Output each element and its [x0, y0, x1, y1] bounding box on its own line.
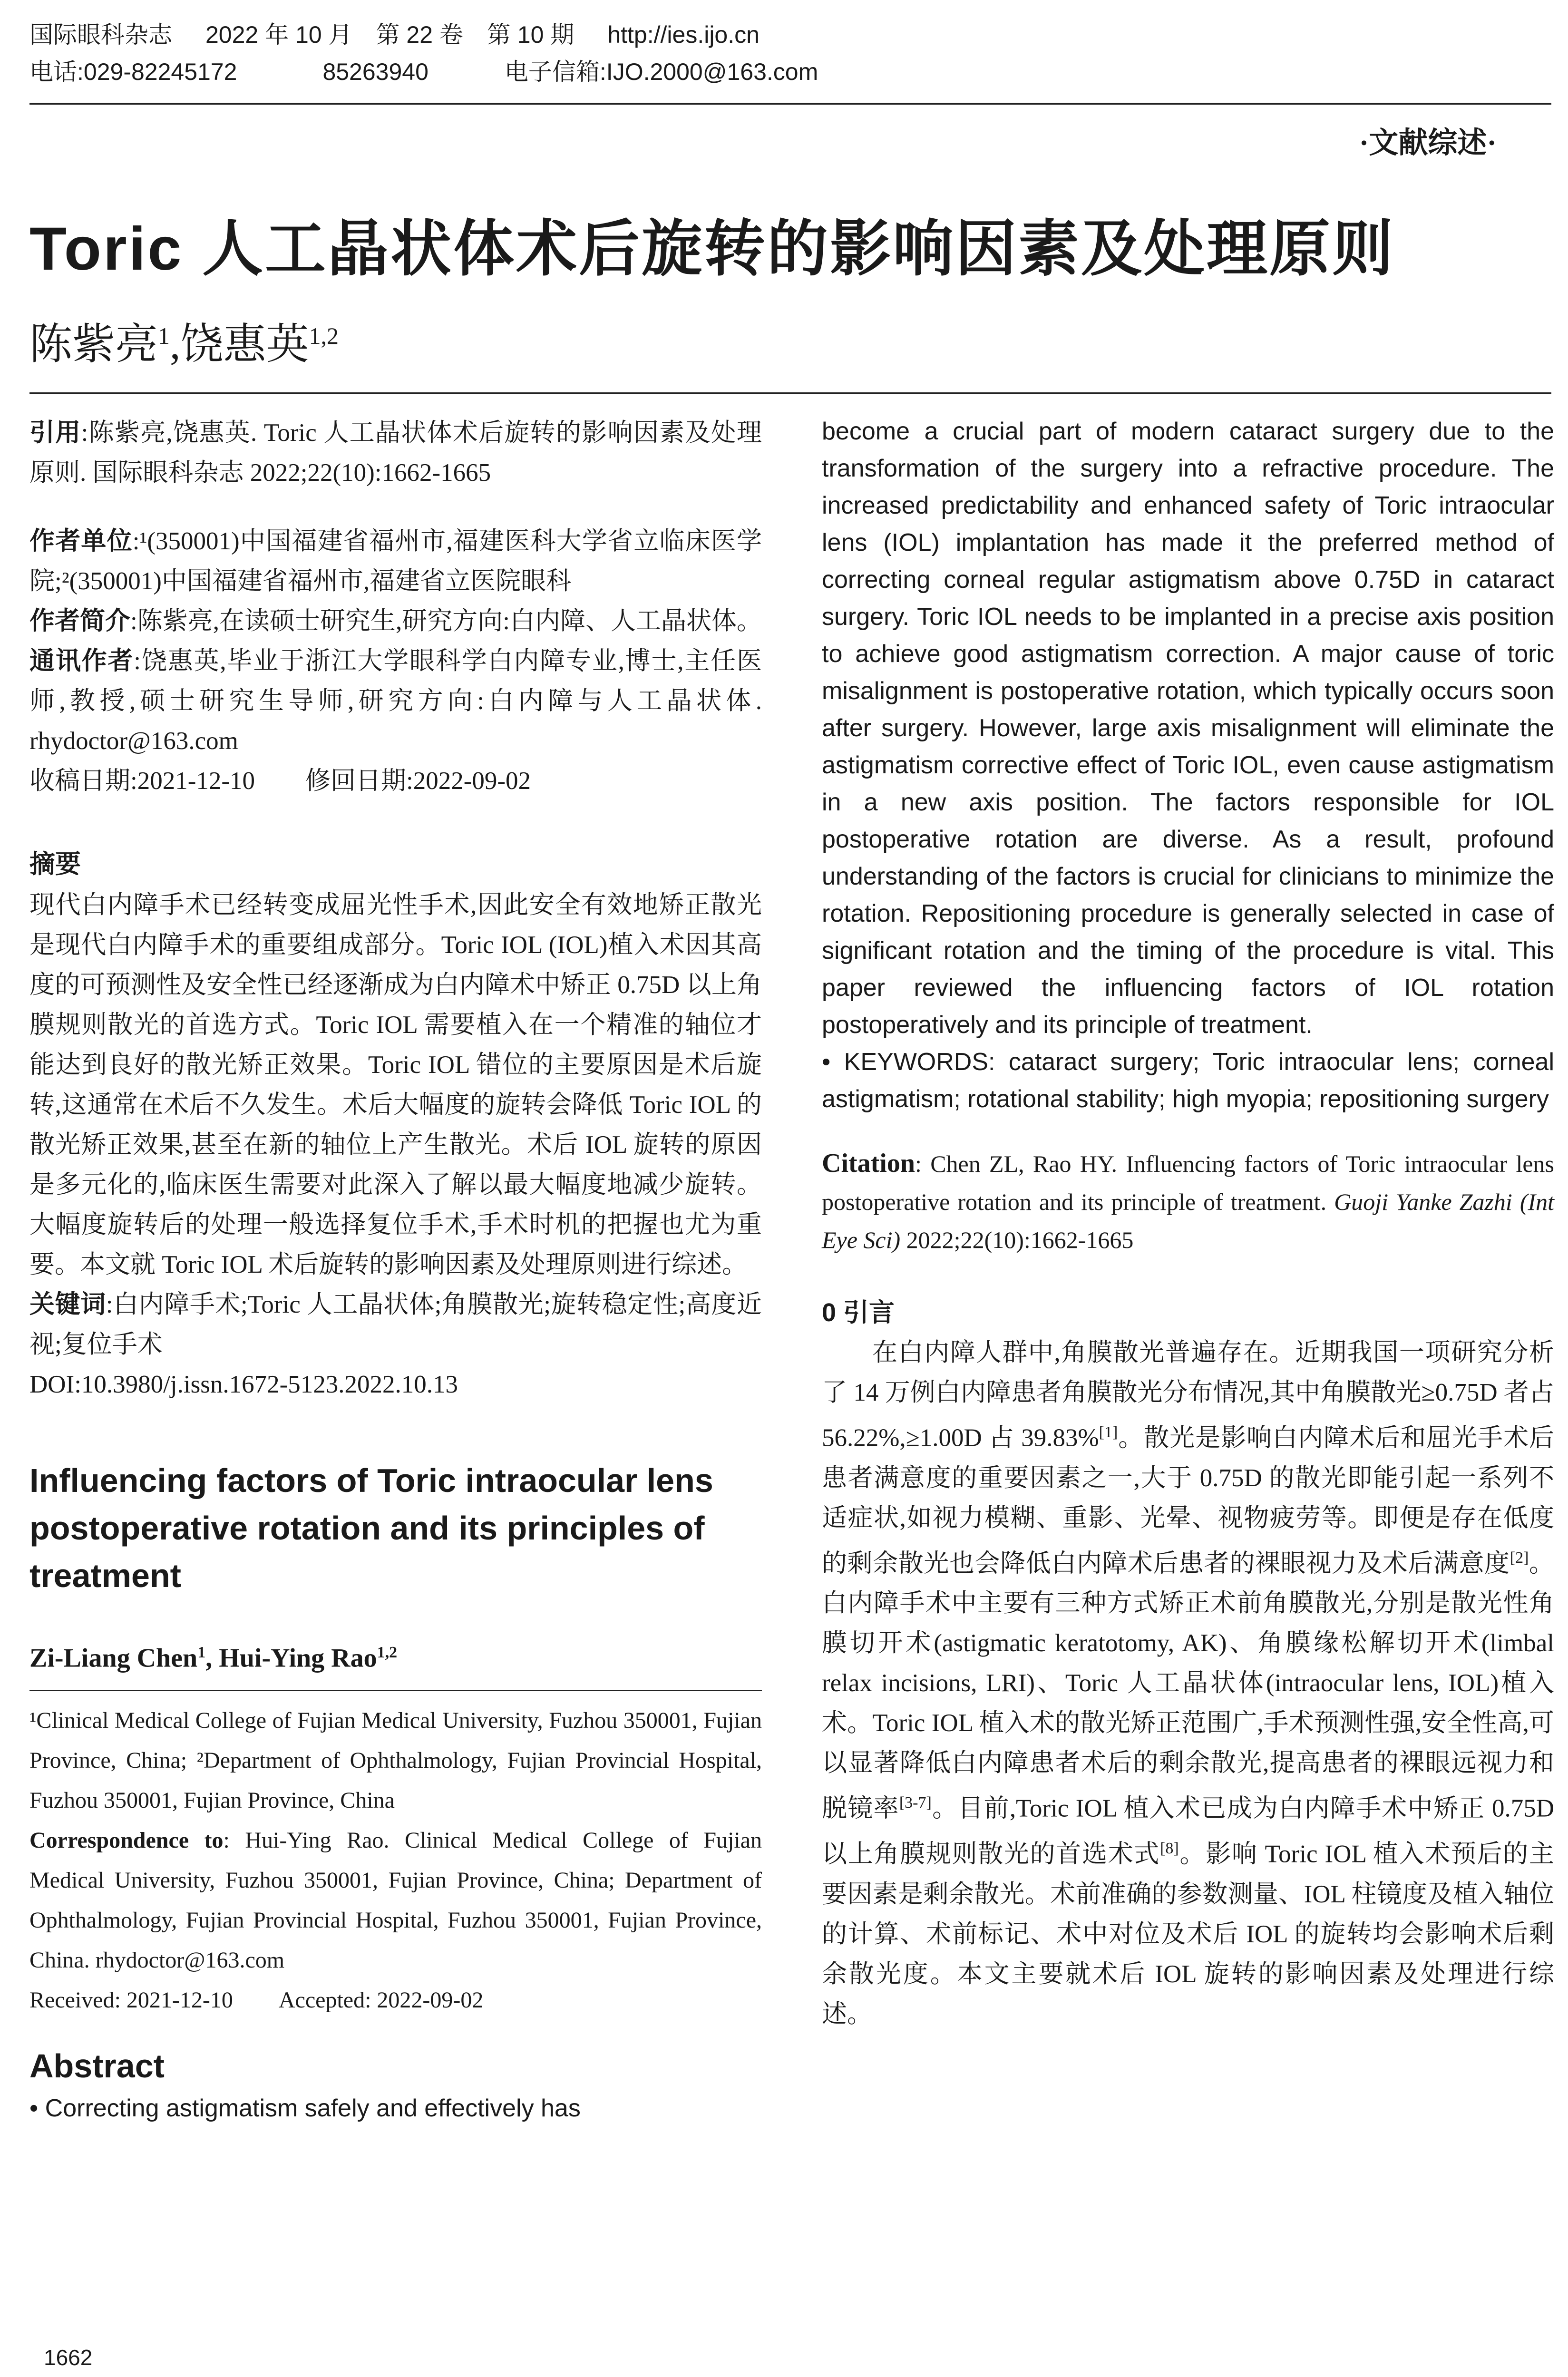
- corr-text: :饶惠英,毕业于浙江大学眼科学白内障专业,博士,主任医师,教授,硕士研究生导师,研究方向:白内障与人工晶状体. rhydoctor@163.com: [29, 647, 762, 755]
- corresponding-author: [29, 641, 762, 761]
- en-author-sep: ,: [205, 1643, 219, 1673]
- english-affiliations: ¹Clinical Medical College of Fujian Medical University, Fuzhou 350001, Fujian Province, China; ²Department of Ophthalmology, Fujian Provincial Hospital, Fuzhou 350001, Fujian Province, China: [29, 1707, 762, 1813]
- english-received: Received: 2021-12-10 Accepted: 2022-09-02: [29, 1987, 484, 2013]
- citation-text: :陈紫亮,饶惠英. Toric 人工晶状体术后旋转的影响因素及处理原则. 国际眼科杂志 2022;22(10):1662-1665: [29, 419, 762, 487]
- citation-label: 引用: [29, 419, 81, 447]
- intro-text-5: 。影响 Toric IOL 植入术预后的主要因素是剩余散光。术前准确的参数测量、IOL 柱镜度及植入轴位的计算、术前标记、术中对位及术后 IOL 的旋转均会影响术后剩余散光度。本文主要就术后 IOL 旋转的影响因素及处理进行综述。: [822, 1840, 1554, 2028]
- english-title: Influencing factors of Toric intraocular lens postoperative rotation and its principles of treatment: [29, 1462, 713, 1594]
- unit-text: :¹(350001)中国福建省福州市,福建医科大学省立临床医学院;²(350001)中国福建省福州市,福建省立医院眼科: [29, 527, 762, 595]
- right-column: [822, 413, 1554, 2034]
- abstract-en-continued: become a crucial part of modern cataract surgery due to the transformation of the surgery into a refractive procedure. The increased predictability and enhanced safety of Toric intraocular lens (IOL) implantation has made it the preferred method of correcting corneal regular astigmatism above 0.75D in cataract surgery. Toric IOL needs to be implanted in a precise axis position to achieve good astigmatism correction. A major cause of toric misalignment is postoperative rotation, which typically occurs soon after surgery. However, large axis misalignment will eliminate the astigmatism corrective effect of Toric IOL, even cause astigmatism in a new axis position. The factors responsible for IOL postoperative rotation are diverse. As a result, profound understanding of the factors is crucial for clinicians to minimize the rotation. Repositioning procedure is generally selected in case of significant rotation and the timing of the procedure is vital. This paper reviewed the influencing factors of IOL rotation postoperatively and its principle of treatment.: [822, 418, 1554, 1039]
- en-author-2-affil: 1,2: [377, 1644, 398, 1661]
- english-correspondence: [29, 1821, 762, 1980]
- en-citation-end: 2022;22(10):1662-1665: [900, 1227, 1134, 1253]
- author-2: ,饶惠英: [170, 321, 309, 368]
- section-tag: ·文献综述·: [1359, 127, 1497, 159]
- en-citation-journal: Guoji Yanke Zazhi (Int Eye Sci): [822, 1188, 1555, 1253]
- journal-issue: 2022 年 10 月 第 22 卷 第 10 期: [205, 21, 575, 48]
- keywords-text: :白内障手术;Toric 人工晶状体;角膜散光;旋转稳定性;高度近视;复位手术: [29, 1291, 762, 1358]
- en-corr-label: Correspondence to: [29, 1827, 224, 1853]
- intro-text-4: 。目前,Toric IOL 植入术已成为白内障手术中矫正 0.75D 以上角膜规则散光的首选术式: [822, 1794, 1554, 1868]
- author-1-affil: 1: [158, 322, 170, 349]
- abstract-cn: 现代白内障手术已经转变成屈光性手术,因此安全有效地矫正散光是现代白内障手术的重要组成部分。Toric IOL (IOL)植入术因其高度的可预测性及安全性已经逐渐成为白内障术中矫正 0.75D 以上角膜规则散光的首选方式。Toric IOL 需要植入在一个精准的轴位才能达到良好的散光矫正效果。Toric IOL 错位的主要原因是术后旋转,这通常在术后不久发生。术后大幅度的旋转会降低 Toric IOL 的散光矫正效果,甚至在新的轴位上产生散光。术后 IOL 旋转的原因是多元化的,临床医生需要对此深入了解以最大幅度地减少旋转。大幅度旋转后的处理一般选择复位手术,手术时机的把握也尤为重要。本文就 Toric IOL 术后旋转的影响因素及处理原则进行综述。: [29, 891, 762, 1278]
- author-1: 陈紫亮: [29, 321, 158, 368]
- author-bio: [29, 601, 762, 641]
- en-citation-text: : Chen ZL, Rao HY. Influencing factors of Toric intraocular lens postoperative rotation and its principle of treatment.: [822, 1150, 1554, 1215]
- ref-3[interactable]: [3-7]: [899, 1794, 932, 1812]
- ref-4[interactable]: [8]: [1160, 1839, 1179, 1857]
- keywords-label: 关键词: [29, 1290, 106, 1318]
- journal-name: 国际眼科杂志: [29, 21, 172, 48]
- keywords-cn: [29, 1285, 762, 1364]
- bio-text: :陈紫亮,在读硕士研究生,研究方向:白内障、人工晶状体。: [130, 607, 762, 635]
- intro-paragraph: [822, 1333, 1554, 2034]
- journal-header-line1: [29, 19, 793, 50]
- en-author-2: Hui-Ying Rao: [219, 1643, 377, 1673]
- author-unit: [29, 521, 762, 601]
- intro-text-1: 在白内障人群中,角膜散光普遍存在。近期我国一项研究分析了 14 万例白内障患者角膜散光分布情况,其中角膜散光≥0.75D 者占 56.22%,≥1.00D 占 39.83%: [822, 1339, 1554, 1452]
- journal-header-line2: [29, 56, 851, 88]
- abstract-heading-cn: 摘要: [29, 850, 81, 878]
- keywords-en: • KEYWORDS: cataract surgery; Toric intraocular lens; corneal astigmatism; rotational stability; high myopia; repositioning surgery: [822, 1048, 1554, 1113]
- citation-cn: [29, 413, 762, 493]
- intro-heading: 0 引言: [822, 1298, 895, 1327]
- en-author-1-affil: 1: [197, 1644, 206, 1661]
- abstract-heading-en: Abstract: [29, 2047, 165, 2085]
- title-rule: [29, 392, 1551, 394]
- journal-email[interactable]: 电子信箱:IJO.2000@163.com: [504, 58, 818, 85]
- bio-label: 作者简介: [29, 607, 130, 635]
- citation-en: [822, 1144, 1554, 1259]
- abstract-en-start: • Correcting astigmatism safely and effectively has: [29, 2094, 581, 2122]
- article-authors: [29, 309, 339, 371]
- affiliation-rule: [29, 1690, 762, 1691]
- ref-2[interactable]: [2]: [1510, 1549, 1529, 1567]
- journal-phone2: 85263940: [322, 58, 429, 85]
- doi[interactable]: DOI:10.3980/j.issn.1672-5123.2022.10.13: [29, 1371, 458, 1398]
- ref-1[interactable]: [1]: [1099, 1423, 1118, 1441]
- journal-url[interactable]: http://ies.ijo.cn: [607, 21, 760, 48]
- intro-text-2: 。散光是影响白内障术后和屈光手术后患者满意度的重要因素之一,大于 0.75D 的散光即能引起一系列不适症状,如视力模糊、重影、光晕、视物疲劳等。即便是存在低度的剩余散光也会降低白内障术后患者的裸眼视力及术后满意度: [822, 1424, 1555, 1578]
- en-author-1: Zi-Liang Chen: [29, 1643, 198, 1673]
- author-2-affil: 1,2: [309, 322, 339, 349]
- page-number: 1662: [44, 2345, 93, 2370]
- header-rule: [29, 103, 1551, 105]
- journal-phone: 电话:029-82245172: [29, 58, 237, 85]
- en-corr-text: : Hui-Ying Rao. Clinical Medical College of Fujian Medical University, Fuzhou 350001, Fujian Province, China; Department of Ophthalmology, Fujian Provincial Hospital, Fuzhou 350001, Fujian Province, China. rhydoctor@163.com: [29, 1827, 762, 1973]
- english-authors: [29, 1633, 762, 1678]
- article-title: Toric 人工晶状体术后旋转的影响因素及处理原则: [29, 215, 1395, 283]
- received-dates: 收稿日期:2021-12-10 修回日期:2022-09-02: [29, 767, 531, 795]
- intro-text-3: 。白内障手术中主要有三种方式矫正术前角膜散光,分别是散光性角膜切开术(astigmatic keratotomy, AK)、角膜缘松解切开术(limbal relax incisions, LRI)、Toric 人工晶状体(intraocular lens, IOL)植入术。Toric IOL 植入术的散光矫正范围广,手术预测性强,安全性高,可以显著降低白内障患者术后的剩余散光,提高患者的裸眼远视力和脱镜率: [822, 1549, 1555, 1822]
- unit-label: 作者单位: [29, 527, 133, 555]
- en-citation-label: Citation: [822, 1149, 915, 1178]
- left-column: [29, 413, 762, 2127]
- corr-label: 通讯作者: [29, 647, 134, 675]
